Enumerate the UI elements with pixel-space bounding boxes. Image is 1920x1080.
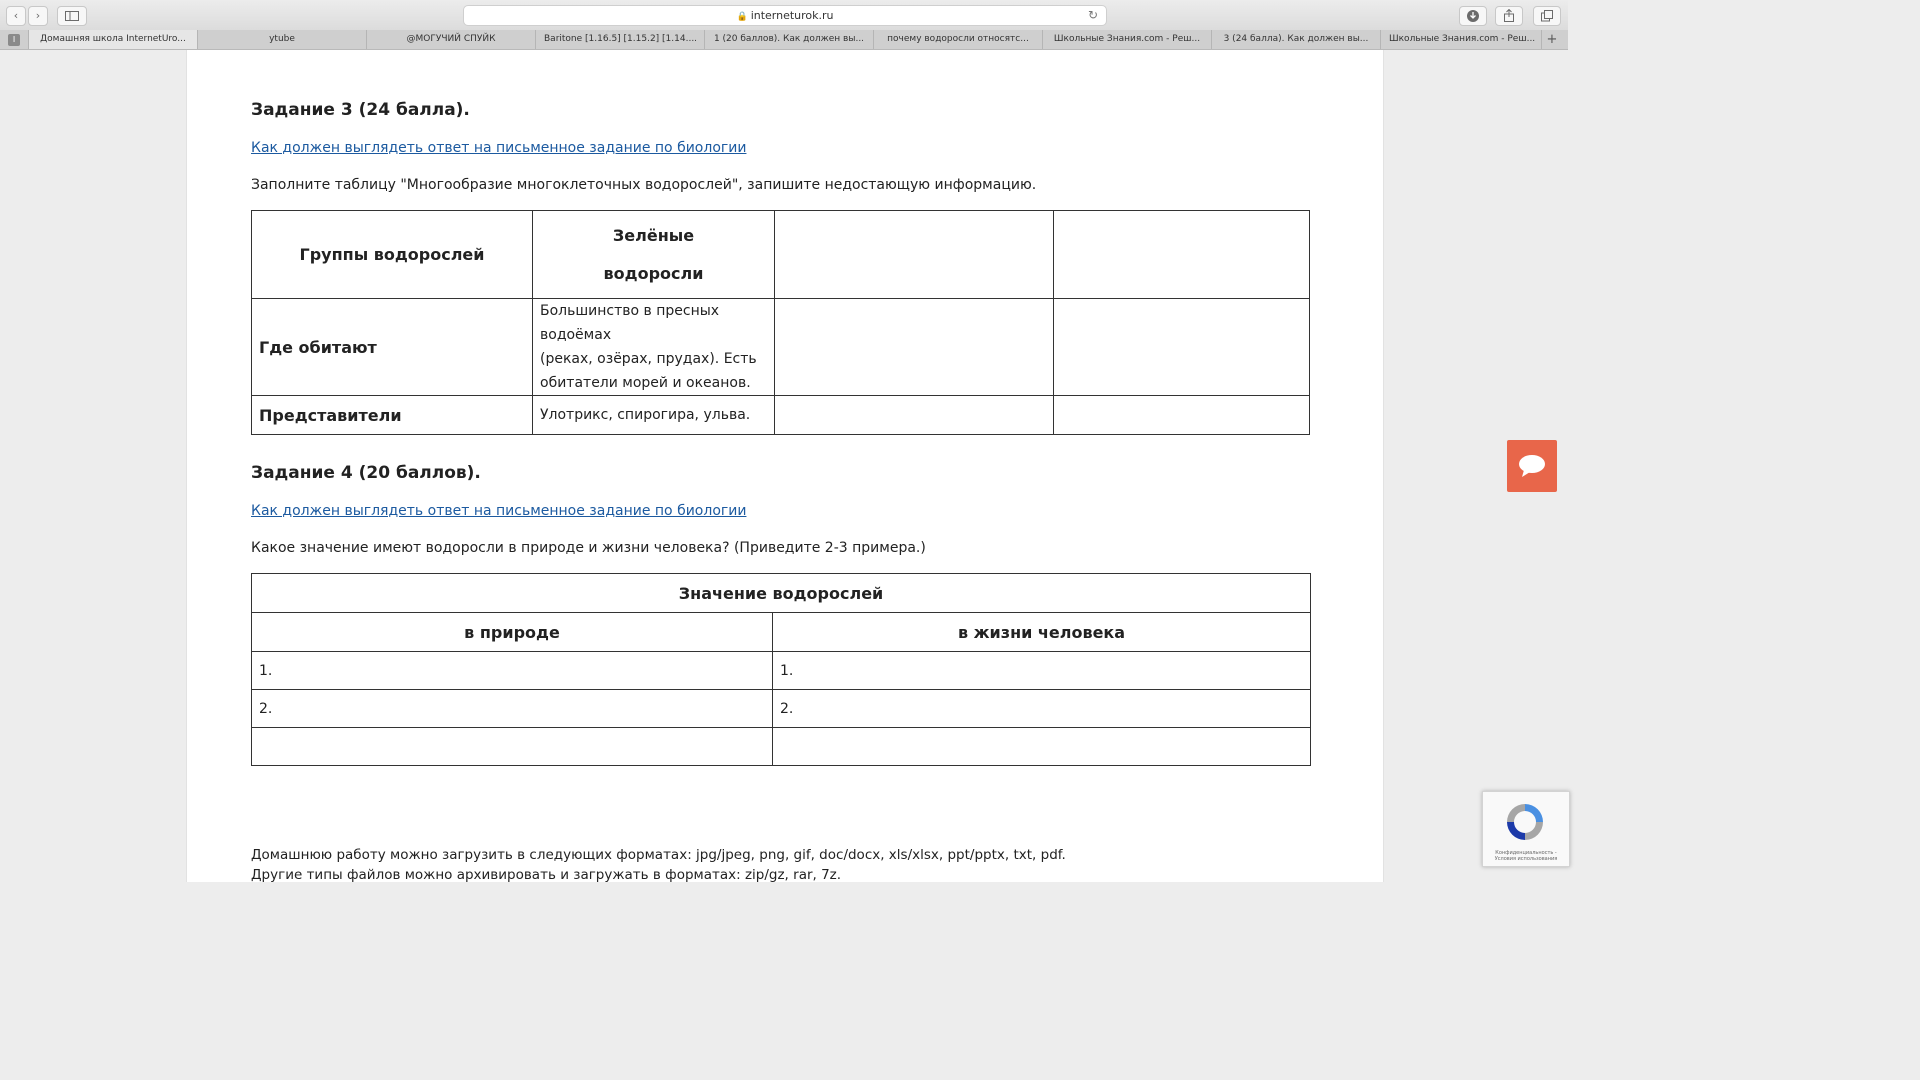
recaptcha-logo-icon: [1503, 800, 1547, 844]
nature-cell-2[interactable]: 2.: [252, 690, 773, 728]
table-row: [252, 613, 1311, 652]
page-content: [186, 50, 1384, 882]
tabs-overview-button[interactable]: [1533, 6, 1561, 26]
habitat-green-cell: Большинство в пресных водоёмах (реках, озёрах, прудах). Есть обитатели морей и океанов.: [533, 299, 775, 396]
chevron-left-icon: ‹: [13, 9, 19, 22]
table-row: [252, 690, 1311, 728]
human-life-header: в жизни человека: [773, 613, 1311, 652]
reload-icon[interactable]: ↻: [1087, 8, 1098, 22]
tab-favicon-icon: I: [8, 34, 20, 46]
forward-button[interactable]: [28, 6, 48, 26]
tab-7[interactable]: Школьные Знания.com - Реш...: [1042, 30, 1211, 49]
representatives-green-cell: Улотрикс, спирогира, ульва.: [533, 396, 775, 435]
tabs-icon: [1541, 10, 1553, 22]
representatives-label: Представители: [252, 396, 533, 435]
empty-reps-cell-2[interactable]: [1054, 396, 1310, 435]
algae-diversity-table: [251, 210, 1310, 435]
nature-cell-1[interactable]: 1.: [252, 652, 773, 690]
table-row: [252, 211, 1310, 299]
empty-group-cell-1[interactable]: [775, 211, 1054, 299]
tab-6[interactable]: почему водоросли относятс...: [873, 30, 1042, 49]
human-cell-2[interactable]: 2.: [773, 690, 1311, 728]
tab-2[interactable]: ytube: [197, 30, 366, 49]
human-cell-1[interactable]: 1.: [773, 652, 1311, 690]
downloads-button[interactable]: [1459, 6, 1487, 26]
sidebar-button[interactable]: [57, 6, 87, 26]
task3-answer-link[interactable]: Как должен выглядеть ответ на письменное задание по биологии: [251, 140, 747, 156]
download-icon: [1467, 10, 1479, 22]
tab-bar: [0, 30, 1568, 50]
tab-8[interactable]: 3 (24 балла). Как должен вы...: [1211, 30, 1380, 49]
recaptcha-terms[interactable]: Конфиденциальность - Условия использования: [1494, 850, 1558, 862]
chevron-right-icon: ›: [35, 9, 41, 22]
share-button[interactable]: [1495, 6, 1523, 26]
url-text: interneturok.ru: [750, 9, 834, 22]
empty-reps-cell-1[interactable]: [775, 396, 1054, 435]
groups-header: Группы водорослей: [252, 211, 533, 299]
habitat-label: Где обитают: [252, 299, 533, 396]
address-bar[interactable]: [463, 5, 1107, 26]
task4-answer-link[interactable]: Как должен выглядеть ответ на письменное задание по биологии: [251, 503, 747, 519]
share-icon: [1503, 9, 1515, 22]
task4-title: Задание 4 (20 баллов).: [251, 463, 481, 483]
recaptcha-badge[interactable]: [1482, 791, 1570, 867]
task4-question: Какое значение имеют водоросли в природе и жизни человека? (Приведите 2-3 примера.): [251, 540, 926, 556]
chat-bubble-icon: [1518, 454, 1546, 478]
lock-icon: 🔒: [736, 12, 748, 22]
tab-3[interactable]: @МОГУЧИЙ СПУЙК: [366, 30, 535, 49]
tab-4[interactable]: Baritone [1.16.5] [1.15.2] [1.14....: [535, 30, 704, 49]
upload-formats-note: Домашнюю работу можно загрузить в следующих форматах: jpg/jpeg, png, gif, doc/docx, xls/xlsx, ppt/pptx, txt, pdf.: [251, 847, 1066, 863]
green-algae-header: Зелёные водоросли: [533, 211, 775, 299]
value-table-title: Значение водорослей: [252, 574, 1311, 613]
tab-1[interactable]: Домашняя школа InternetUro...: [28, 30, 197, 49]
chat-button[interactable]: [1507, 440, 1557, 492]
table-row: [252, 299, 1310, 396]
nature-header: в природе: [252, 613, 773, 652]
tab-5[interactable]: 1 (20 баллов). Как должен вы...: [704, 30, 873, 49]
plus-icon: +: [1546, 32, 1558, 47]
archive-formats-note: Другие типы файлов можно архивировать и загружать в форматах: zip/gz, rar, 7z.: [251, 867, 842, 883]
table-row: [252, 396, 1310, 435]
empty-group-cell-2[interactable]: [1054, 211, 1310, 299]
empty-habitat-cell-2[interactable]: [1054, 299, 1310, 396]
table-row: [252, 574, 1311, 613]
table-row: [252, 728, 1311, 766]
back-button[interactable]: [6, 6, 26, 26]
new-tab-button[interactable]: [1541, 30, 1562, 49]
table-row: [252, 652, 1311, 690]
sidebar-icon: [65, 11, 79, 21]
human-cell-3[interactable]: [773, 728, 1311, 766]
algae-value-table: [251, 573, 1311, 766]
tab-9[interactable]: Школьные Знания.com - Реш...: [1380, 30, 1541, 49]
empty-habitat-cell-1[interactable]: [775, 299, 1054, 396]
browser-toolbar: [0, 0, 1568, 31]
task3-title: Задание 3 (24 балла).: [251, 100, 470, 120]
tab-sidebar-toggle[interactable]: [0, 30, 28, 49]
task3-instruction: Заполните таблицу "Многообразие многоклеточных водорослей", запишите недостающую информацию.: [251, 177, 1037, 193]
nature-cell-3[interactable]: [252, 728, 773, 766]
